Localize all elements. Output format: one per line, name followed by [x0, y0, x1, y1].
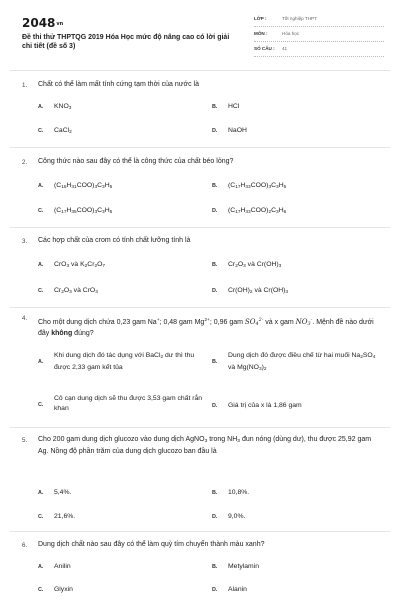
option-text: 21,6%.	[54, 513, 76, 520]
divider	[10, 227, 390, 228]
question-text: Cho một dung dịch chứa 0,23 gam Na+; 0,48 gam $Mg^{2+}$; 0,96 gam $SO_4^{2-}$ và x gam $NO_3^-$. Mệnh đề nào dưới đây không đúng?	[38, 317, 374, 337]
option-letter: B.	[212, 262, 218, 268]
site-logo[interactable]	[22, 16, 63, 30]
meta-subject-value: Hóa học	[282, 31, 300, 36]
option-letter: A.	[38, 183, 44, 189]
option-text: $(C_{17}H_{33}COO)_3C_3H_5$	[228, 182, 287, 190]
meta-class-key: LỚP :	[254, 16, 267, 21]
option-text: $(C_{15}H_{31}COO)_3C_3H_5$	[54, 182, 113, 190]
divider	[10, 427, 390, 428]
option-letter: A.	[38, 104, 44, 110]
option-letter: C.	[38, 587, 44, 593]
option-text: $Cr_2O_3$ và CrO$_3$	[54, 287, 98, 295]
option-text: Metylamin	[228, 563, 259, 570]
question-number: 1.	[22, 82, 28, 89]
option-letter: D.	[212, 128, 218, 134]
divider	[10, 70, 390, 71]
option-letter: A.	[38, 359, 44, 365]
option-text: Giá trị của x là 1,86 gam	[228, 402, 302, 409]
option-letter: D.	[212, 403, 218, 409]
option-text: $(C_{17}H_{35}COO)_3C_3H_5$	[54, 207, 113, 215]
option-text: $Cr_2O_3$ và $Cr(OH)_3$	[228, 261, 282, 269]
meta-subject	[254, 29, 384, 42]
option-letter: C.	[38, 402, 44, 408]
option-letter: B.	[212, 490, 218, 496]
option-letter: C.	[38, 208, 44, 214]
option-text: Dung dịch đó được điều chế từ hai muối $Na_2SO_4$ và $Mg(NO_3)_2$	[228, 352, 376, 372]
divider	[10, 307, 390, 308]
logo-text: 2048	[22, 16, 56, 30]
option-text: $Cr(OH)_2$ và $Cr(OH)_3$	[228, 287, 289, 295]
question-text: Chất có thể làm mất tính cứng tạm thời của nước là	[38, 81, 199, 88]
option-letter: D.	[212, 208, 218, 214]
meta-class	[254, 14, 384, 27]
option-text: 10,8%.	[228, 489, 250, 496]
option-text: CaCl$_2$	[54, 127, 72, 135]
question-number: 5.	[22, 437, 28, 444]
meta-count	[254, 44, 384, 57]
divider	[10, 147, 390, 148]
option-letter: D.	[212, 288, 218, 294]
option-letter: B.	[212, 183, 218, 189]
meta-count-key: SỐ CÂU :	[254, 46, 275, 51]
option-text: Anilin	[54, 563, 71, 570]
option-letter: C.	[38, 128, 44, 134]
question-text: Các hợp chất của crom có tính chất lưỡng tính là	[38, 237, 191, 244]
logo-suffix: vn	[56, 20, 64, 27]
option-text: Cô cạn dung dịch sẽ thu được 3,53 gam chất rắn khan	[54, 395, 203, 412]
option-letter: C.	[38, 514, 44, 520]
divider	[10, 531, 390, 532]
option-letter: D.	[212, 587, 218, 593]
option-text: Khi dung dịch đó tác dụng với BaCl$_2$ dư thì thu được 2,33 gam kết tủa	[54, 352, 195, 371]
option-letter: D.	[212, 514, 218, 520]
document-header	[0, 0, 400, 68]
option-text: $KNO_3$	[54, 103, 72, 111]
option-letter: B.	[212, 104, 218, 110]
option-text: Glyxin	[54, 586, 73, 593]
meta-class-value: Tốt nghiệp THPT	[282, 16, 317, 21]
option-letter: A.	[38, 490, 44, 496]
question-text: Dung dịch chất nào sau đây có thể làm quỳ tím chuyển thành màu xanh?	[38, 541, 265, 548]
option-text: 9,0%.	[228, 513, 246, 520]
option-text: Alanin	[228, 586, 247, 593]
question-text: Cho 200 gam dung dịch glucozo vào dung dịch AgNO$_3$ trong $NH_3$ đun nóng (dùng dư), thu được 25,92 gam Ag. Nồng độ phần trăm của dung dịch glucozo ban đầu là	[38, 436, 372, 455]
option-text: CrO$_3$ và $K_2Cr_2O_7$	[54, 261, 106, 269]
option-letter: C.	[38, 288, 44, 294]
question-text: Công thức nào sau đây có thể là công thức của chất béo lỏng?	[38, 158, 234, 165]
meta-subject-key: MÔN :	[254, 31, 268, 36]
question-number: 4.	[22, 315, 28, 322]
option-letter: A.	[38, 262, 44, 268]
question-number: 3.	[22, 238, 28, 245]
option-letter: B.	[212, 359, 218, 365]
option-letter: A.	[38, 564, 44, 570]
option-text: $(C_{17}H_{33}COO)_2C_3H_6$	[228, 207, 287, 215]
option-text: 5,4%.	[54, 489, 72, 496]
meta-count-value: 41	[282, 46, 288, 51]
question-number: 2.	[22, 159, 28, 166]
option-letter: B.	[212, 564, 218, 570]
question-number: 6.	[22, 542, 28, 549]
document-title: Đề thi thử THPTQG 2019 Hóa Học mức độ nâng cao có lời giải chi tiết (đề số 3)	[22, 34, 230, 50]
option-text: HCl	[228, 103, 240, 110]
option-text: NaOH	[228, 127, 247, 134]
